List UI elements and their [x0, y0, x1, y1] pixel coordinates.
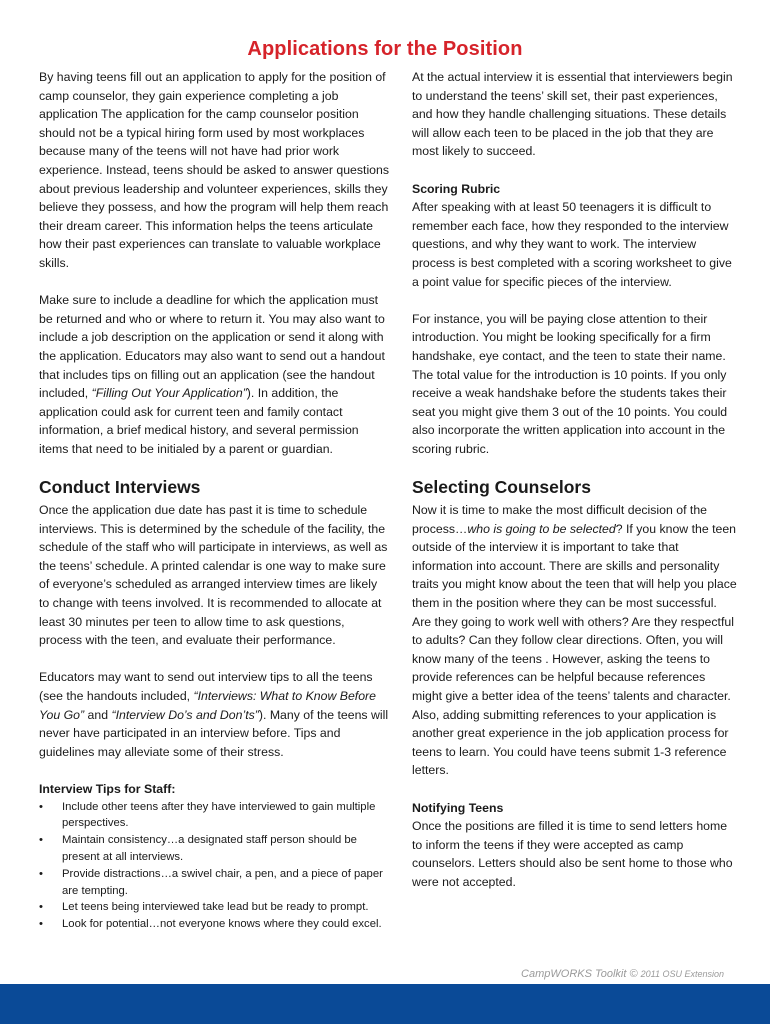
paragraph-scoring-rubric: After speaking with at least 50 teenagers it is difficult to remember each face, how they responded to the interview questions, and why they want to work. The interview process is best completed with a scoring worksheet to give a point value for specific pieces of the interview. — [412, 200, 732, 289]
heading-notifying-teens: Notifying Teens — [412, 800, 504, 815]
heading-interview-tips-for-staff: Interview Tips for Staff: — [39, 781, 176, 796]
bullet-icon: • — [39, 918, 43, 931]
paragraph-application-deadline: Make sure to include a deadline for which the application must be returned and who or where to return it. You may also want to include a job description on the application or send it along with the application. Educators may also want to send out a handout that includes tips on filling out an application (see the handout included, “Filling Out Your Application”). In addition, the application could ask for current teen and family contact information, a brief medical history, and several permission items that need to be initialed by a parent or guardian. — [39, 293, 385, 456]
bullet-icon: • — [39, 800, 43, 813]
footer-credit: CampWORKS Toolkit © 2011 OSU Extension — [521, 968, 724, 980]
handout-title-filling-out-application: “Filling Out Your Application” — [91, 386, 247, 401]
left-column — [39, 68, 389, 933]
emphasis-who-selected: who is going to be selected — [467, 521, 616, 536]
paragraph-interview-tips-handouts: Educators may want to send out interview tips to all the teens (see the handouts included, “Interviews: What to Know Before You Go” and “Interview Do’s and Don’ts”). Many of the teens will never have participated in an interview before. Tips and guidelines may alleviate some of their stress. — [39, 670, 389, 759]
paragraph-actual-interview: At the actual interview it is essential that interviewers begin to understand the teens’ skill set, their past experiences, and how they handle challenging situations. These details will allow each teen to be placed in the job that they are most likely to succeed. — [412, 70, 733, 159]
paragraph-selecting-counselors: Now it is time to make the most difficult decision of the process…who is going to be selected? If you know the teen outside of the interview it is important to take that information into account. There are skills and personality traits you might know about the teen that will help you place them in the position where they can be most successful. Are they going to work well with others? Are they respectful to adults? Can they follow clear directions. Often, you will know many of the teens . However, asking the teens to provide references can be helpful because references might give a better idea of the teens’ talents and character. Also, adding submitting references to your application is another great experience in the job application process for teens to learn. You could have teens submit 1-3 reference letters. — [412, 503, 737, 778]
heading-selecting-counselors: Selecting Counselors — [412, 477, 591, 498]
paragraph-schedule-interviews: Once the application due date has past it is time to schedule interviews. This is determined by the schedule of the facility, the schedule of the staff who will participate in interviews, as well as the teens’ schedule. A printed calendar is one way to make sure of everyone’s scheduled as arranged interview times are likely to change with teens involved. It is recommended to allocate at least 30 minutes per teen to allow time to ask questions, process with the teen, and evaluate their performance. — [39, 503, 388, 648]
interview-tips-list — [39, 799, 389, 933]
page-title: Applications for the Position — [247, 38, 523, 60]
paragraph-notifying-teens: Once the positions are filled it is time to send letters home to inform the teens if they were accepted as camp counselors. Letters should also be sent home to those who were not accepted. — [412, 819, 733, 889]
footer-bar — [0, 984, 770, 1024]
heading-scoring-rubric: Scoring Rubric — [412, 181, 501, 196]
bullet-icon: • — [39, 834, 43, 847]
heading-conduct-interviews: Conduct Interviews — [39, 477, 201, 498]
bullet-icon: • — [39, 901, 43, 914]
list-item: • Let teens being interviewed take lead but be ready to prompt. — [39, 899, 389, 916]
handout-title-dos-and-donts: “Interview Do’s and Don’ts” — [111, 707, 259, 722]
bullet-icon: • — [39, 867, 43, 880]
list-item: • Provide distractions…a swivel chair, a pen, and a piece of paper are tempting. — [39, 867, 383, 897]
handout-title-what-to-know: “Interviews: What to Know Before You Go” — [39, 689, 376, 722]
list-item: • Look for potential…not everyone knows where they could excel. — [39, 916, 389, 933]
right-column — [412, 68, 737, 892]
list-item: • Maintain consistency…a designated staff person should be present at all interviews. — [39, 834, 357, 863]
paragraph-rubric-example: For instance, you will be paying close attention to their introduction. You might be looking specifically for a firm handshake, eye contact, and the teen to state their name. The total value for the introduction is 10 points. If you only receive a weak handshake before the students takes their seat you might give them 3 out of the 10 points. You could also incorporate the written application into account in the scoring rubric. — [412, 311, 728, 456]
paragraph-applications-intro: By having teens fill out an application to apply for the position of camp counselor, they gain experience completing a job application The application for the camp counselor position should not be a typical hiring form used by most workplaces because many of the teens will not have had prior work experience. Instead, teens should be asked to answer questions about previous leadership and volunteer experiences, skills they believe they possess, and how the program will help them reach their dream career. This information helps the teens articulate how their past experiences can translate to valuable workplace skills. — [39, 70, 390, 270]
list-item: • Include other teens after they have interviewed to gain multiple perspectives. — [39, 800, 376, 830]
